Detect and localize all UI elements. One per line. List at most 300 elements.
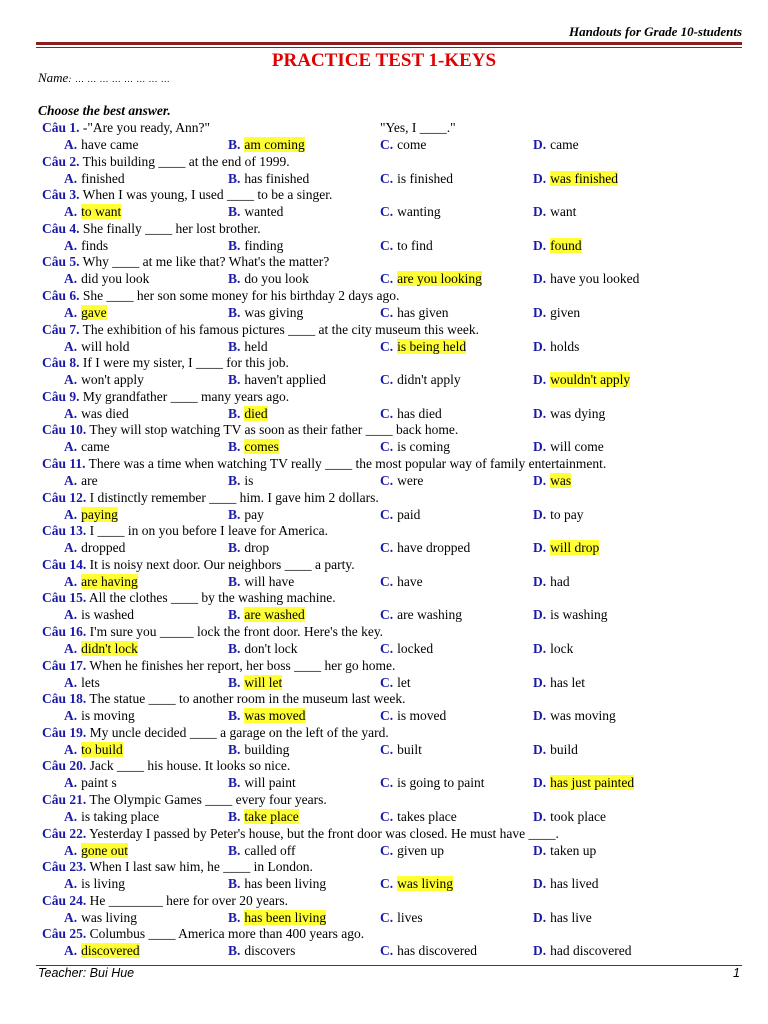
answer-option	[533, 339, 579, 355]
option-letter: A.	[64, 674, 78, 690]
option-letter: D.	[533, 641, 547, 656]
option-letter: A.	[64, 607, 78, 623]
answer-option	[64, 607, 134, 623]
question-stem	[42, 523, 328, 539]
option-text: locked	[397, 641, 434, 656]
question-number: Câu 4.	[42, 220, 80, 236]
answer-option	[64, 238, 108, 254]
option-letter: A.	[64, 473, 78, 488]
option-text: have came	[81, 137, 139, 152]
answer-option	[64, 775, 117, 791]
option-text: was living	[81, 909, 137, 925]
option-text: discovers	[244, 943, 296, 959]
answer-option	[380, 439, 450, 455]
option-letter: D.	[533, 338, 547, 354]
option-text: haven't applied	[244, 372, 326, 388]
footer-rule	[36, 965, 742, 966]
question-number: Câu 18.	[42, 691, 87, 707]
question-stem	[42, 725, 389, 741]
question-text: I distinctly remember ____ him. I gave him 2 dollars.	[86, 489, 379, 505]
answer-option	[64, 439, 110, 455]
option-text: drop	[244, 540, 270, 556]
correct-answer-text: gone out	[81, 842, 128, 858]
option-text: is coming	[397, 439, 450, 455]
answer-option	[533, 137, 579, 153]
question-reply-text: "Yes, I ____."	[380, 120, 456, 135]
answer-option	[380, 876, 453, 892]
answer-option	[228, 305, 303, 321]
answer-option	[533, 406, 605, 422]
option-text: let	[397, 674, 411, 690]
option-letter: C.	[380, 809, 394, 824]
question-text: There was a time when watching TV really ____ the most popular way of family entertainment.	[85, 456, 607, 471]
page-title: PRACTICE TEST 1-KEYS	[271, 50, 497, 71]
question-text: He ________ here for over 20 years.	[86, 892, 288, 908]
answer-option	[380, 540, 470, 556]
option-text: was moving	[550, 708, 616, 724]
option-letter: C.	[380, 708, 394, 724]
option-letter: D.	[533, 842, 547, 858]
option-letter: D.	[533, 876, 547, 892]
option-letter: B.	[228, 204, 241, 220]
question-stem	[42, 422, 458, 438]
option-letter: D.	[533, 372, 547, 388]
option-letter: C.	[380, 170, 394, 186]
option-letter: D.	[533, 607, 547, 623]
option-letter: B.	[228, 607, 241, 623]
option-text: took place	[550, 809, 606, 824]
correct-answer-text: was finished	[550, 170, 618, 186]
question-stem	[42, 792, 327, 808]
answer-option	[533, 809, 606, 825]
question-stem	[42, 758, 290, 774]
question-stem	[42, 826, 559, 842]
option-text: was dying	[550, 405, 606, 421]
option-letter: D.	[533, 573, 547, 589]
option-letter: C.	[380, 405, 394, 421]
question-text: I ____ in on you before I leave for America.	[86, 523, 329, 539]
answer-option	[228, 607, 305, 623]
question-number: Câu 10.	[42, 422, 87, 438]
correct-answer-text: take place	[244, 809, 299, 824]
option-letter: C.	[380, 237, 394, 253]
option-text: were	[397, 473, 424, 488]
question-stem	[42, 389, 289, 405]
correct-answer-text: are you looking	[397, 271, 482, 287]
option-letter: B.	[228, 271, 241, 287]
option-text: is living	[81, 876, 126, 892]
question-number: Câu 16.	[42, 624, 87, 639]
option-letter: D.	[533, 540, 547, 556]
option-letter: D.	[533, 674, 547, 690]
answer-option	[533, 708, 616, 724]
answer-option	[64, 943, 140, 959]
option-letter: A.	[64, 641, 78, 656]
correct-answer-text: to want	[81, 204, 122, 220]
answer-option	[533, 607, 608, 623]
question-number: Câu 8.	[42, 355, 80, 371]
answer-option	[228, 439, 279, 455]
option-letter: D.	[533, 137, 547, 152]
answer-option	[380, 171, 453, 187]
option-letter: B.	[228, 137, 241, 152]
question-stem	[42, 490, 379, 506]
option-letter: C.	[380, 338, 394, 354]
question-stem	[42, 288, 399, 304]
option-text: has been living	[244, 876, 327, 892]
question-text: Yesterday I passed by Peter's house, but the front door was closed. He must have ____.	[86, 825, 559, 841]
option-letter: A.	[64, 540, 78, 556]
option-text: has live	[550, 909, 592, 925]
option-letter: C.	[380, 842, 394, 858]
answer-option	[228, 204, 283, 220]
correct-answer-text: are having	[81, 573, 138, 589]
question-number: Câu 11.	[42, 456, 86, 471]
option-text: is washing	[550, 607, 608, 623]
answer-option	[64, 406, 129, 422]
answer-option	[380, 406, 442, 422]
answer-option	[64, 271, 149, 287]
answer-option	[228, 473, 253, 489]
answer-option	[228, 271, 309, 287]
question-text: Jack ____ his house. It looks so nice.	[86, 758, 291, 774]
answer-option	[228, 540, 269, 556]
question-text: When he finishes her report, her boss ____ her go home.	[86, 657, 396, 673]
question-number: Câu 5.	[42, 254, 80, 270]
question-number: Câu 7.	[42, 321, 80, 337]
answer-option	[228, 574, 294, 590]
answer-option	[228, 742, 289, 758]
answer-option	[380, 843, 444, 859]
option-letter: D.	[533, 708, 547, 724]
option-letter: D.	[533, 775, 547, 791]
answer-option	[64, 641, 138, 657]
question-text: The exhibition of his famous pictures ____ at the city museum this week.	[79, 321, 479, 337]
correct-answer-text: to build	[81, 741, 123, 757]
question-number: Câu 9.	[42, 388, 80, 404]
option-letter: A.	[64, 237, 78, 253]
question-stem	[42, 926, 364, 942]
answer-option	[380, 507, 420, 523]
correct-answer-text: was moved	[244, 708, 306, 724]
answer-option	[228, 910, 326, 926]
option-letter: A.	[64, 842, 78, 858]
correct-answer-text: wouldn't apply	[550, 372, 631, 388]
answer-option	[64, 473, 98, 489]
option-letter: C.	[380, 439, 394, 455]
option-text: building	[244, 741, 290, 757]
question-number: Câu 13.	[42, 523, 87, 539]
question-text: Why ____ at me like that? What's the matter?	[79, 254, 330, 270]
question-text: This building ____ at the end of 1999.	[79, 153, 290, 169]
answer-option	[64, 574, 138, 590]
answer-option	[533, 910, 592, 926]
option-text: lock	[550, 641, 574, 656]
option-text: is	[244, 473, 254, 488]
option-text: has let	[550, 674, 585, 690]
option-letter: B.	[228, 708, 241, 724]
option-letter: A.	[64, 137, 78, 152]
answer-option	[380, 339, 466, 355]
option-letter: A.	[64, 708, 78, 724]
answer-option	[380, 372, 461, 388]
option-letter: C.	[380, 943, 394, 959]
correct-answer-text: has been living	[244, 909, 327, 925]
option-text: held	[244, 338, 268, 354]
answer-option	[533, 171, 618, 187]
name-dots: : … … … … … … … …	[68, 74, 171, 84]
answer-option	[533, 843, 596, 859]
answer-option	[380, 271, 482, 287]
question-stem	[42, 590, 336, 606]
answer-option	[380, 305, 449, 321]
answer-option	[380, 574, 423, 590]
answer-option	[380, 675, 411, 691]
answer-option	[228, 406, 268, 422]
option-text: is taking place	[81, 809, 160, 824]
answer-option	[380, 238, 433, 254]
question-text: She ____ her son some money for his birthday 2 days ago.	[79, 288, 400, 303]
option-text: do you look	[244, 271, 309, 287]
option-letter: C.	[380, 473, 394, 488]
question-stem	[42, 557, 355, 573]
answer-option	[228, 171, 309, 187]
option-letter: C.	[380, 305, 394, 320]
option-text: was giving	[244, 305, 304, 320]
question-text: The Olympic Games ____ every four years.	[86, 792, 327, 807]
answer-option	[64, 876, 125, 892]
answer-option	[533, 271, 639, 287]
option-text: won't apply	[81, 372, 144, 388]
question-text: I'm sure you _____ lock the front door. Here's the key.	[86, 624, 384, 639]
question-text: -"Are you ready, Ann?"	[79, 120, 210, 135]
option-text: takes place	[397, 809, 457, 824]
answer-option	[64, 910, 137, 926]
question-number: Câu 12.	[42, 489, 87, 505]
option-text: finished	[81, 170, 125, 186]
correct-answer-text: was living	[397, 876, 453, 892]
question-text: When I last saw him, he ____ in London.	[86, 859, 313, 875]
option-letter: A.	[64, 573, 78, 589]
page-number: 1	[733, 966, 740, 980]
option-letter: D.	[533, 237, 547, 253]
answer-option	[228, 137, 305, 153]
option-letter: A.	[64, 809, 78, 824]
footer-teacher: Teacher: Bui Hue	[38, 966, 135, 980]
option-text: has discovered	[397, 943, 477, 959]
question-text: My grandfather ____ many years ago.	[79, 388, 290, 404]
answer-option	[64, 372, 144, 388]
question-stem	[42, 456, 606, 472]
option-text: has finished	[244, 170, 310, 186]
option-text: came	[81, 439, 110, 455]
answer-option	[380, 641, 433, 657]
answer-option	[228, 943, 295, 959]
question-number: Câu 22.	[42, 825, 87, 841]
answer-option	[533, 540, 599, 556]
option-text: taken up	[550, 842, 597, 858]
option-letter: B.	[228, 372, 241, 388]
option-letter: D.	[533, 741, 547, 757]
option-letter: A.	[64, 909, 78, 925]
answer-option	[533, 305, 580, 321]
question-number: Câu 1.	[42, 120, 80, 135]
option-letter: C.	[380, 775, 394, 791]
option-letter: B.	[228, 674, 241, 690]
option-letter: B.	[228, 573, 241, 589]
correct-answer-text: gave	[81, 305, 107, 320]
option-text: had discovered	[550, 943, 632, 959]
answer-option	[533, 943, 631, 959]
option-text: is moved	[397, 708, 447, 724]
question-text: The statue ____ to another room in the museum last week.	[86, 691, 406, 707]
option-text: given up	[397, 842, 444, 858]
correct-answer-text: was	[550, 473, 572, 488]
option-letter: B.	[228, 943, 241, 959]
option-text: built	[397, 741, 422, 757]
option-text: finds	[81, 237, 109, 253]
answer-option	[533, 473, 571, 489]
option-letter: A.	[64, 204, 78, 220]
option-letter: A.	[64, 876, 78, 892]
answer-option	[64, 843, 128, 859]
correct-answer-text: found	[550, 237, 582, 253]
option-letter: A.	[64, 943, 78, 959]
answer-option	[533, 574, 570, 590]
answer-option	[228, 675, 282, 691]
correct-answer-text: am coming	[244, 137, 305, 152]
option-letter: D.	[533, 809, 547, 824]
question-number: Câu 23.	[42, 859, 87, 875]
option-letter: B.	[228, 876, 241, 892]
option-text: pay	[244, 506, 264, 522]
option-letter: D.	[533, 170, 547, 186]
answer-option	[64, 171, 125, 187]
option-letter: B.	[228, 909, 241, 925]
option-text: given	[550, 305, 581, 320]
option-letter: C.	[380, 876, 394, 892]
option-text: has given	[397, 305, 449, 320]
answer-option	[533, 439, 604, 455]
option-text: build	[550, 741, 578, 757]
option-text: want	[550, 204, 577, 220]
question-stem	[42, 120, 210, 136]
question-stem	[42, 893, 288, 909]
question-text: She finally ____ her lost brother.	[79, 220, 261, 236]
question-number: Câu 21.	[42, 792, 87, 807]
option-text: have	[397, 573, 423, 589]
option-letter: A.	[64, 439, 78, 455]
option-letter: B.	[228, 405, 241, 421]
option-letter: C.	[380, 540, 394, 556]
option-text: have dropped	[397, 540, 471, 556]
question-number: Câu 6.	[42, 288, 80, 303]
option-letter: B.	[228, 473, 241, 488]
question-stem	[42, 624, 383, 640]
answer-option	[380, 910, 423, 926]
question-number: Câu 25.	[42, 926, 87, 942]
answer-option	[533, 742, 578, 758]
option-letter: B.	[228, 338, 241, 354]
option-text: has died	[397, 405, 442, 421]
answer-option	[533, 775, 634, 791]
option-letter: A.	[64, 271, 78, 287]
answer-option	[64, 742, 123, 758]
correct-answer-text: comes	[244, 439, 279, 455]
correct-answer-text: discovered	[81, 943, 140, 959]
answer-option	[228, 641, 297, 657]
option-letter: D.	[533, 506, 547, 522]
correct-answer-text: will let	[244, 674, 283, 690]
question-stem	[42, 221, 261, 237]
question-text: If I were my sister, I ____ for this job.	[79, 355, 289, 371]
question-stem	[42, 859, 313, 875]
option-letter: B.	[228, 641, 241, 656]
question-text: They will stop watching TV as soon as their father ____ back home.	[86, 422, 459, 438]
option-text: didn't apply	[397, 372, 461, 388]
name-label: Name	[38, 70, 69, 85]
question-text: When I was young, I used ____ to be a singer.	[79, 187, 333, 203]
option-text: is going to paint	[397, 775, 485, 791]
answer-option	[533, 641, 573, 657]
option-text: has lived	[550, 876, 599, 892]
answer-option	[228, 708, 306, 724]
option-text: are washing	[397, 607, 462, 623]
answer-option	[228, 843, 296, 859]
correct-answer-text: is being held	[397, 338, 467, 354]
option-letter: A.	[64, 506, 78, 522]
answer-option	[380, 137, 426, 153]
option-letter: C.	[380, 641, 394, 656]
instruction: Choose the best answer.	[38, 103, 171, 118]
answer-option	[380, 809, 457, 825]
option-letter: A.	[64, 372, 78, 388]
option-text: is washed	[81, 607, 134, 623]
option-text: came	[550, 137, 579, 152]
option-letter: B.	[228, 775, 241, 791]
answer-option	[64, 675, 100, 691]
option-text: lets	[81, 674, 100, 690]
correct-answer-text: has just painted	[550, 775, 635, 791]
question-stem	[42, 187, 332, 203]
answer-option	[380, 708, 446, 724]
option-text: have you looked	[550, 271, 640, 287]
option-text: dropped	[81, 540, 126, 556]
option-letter: B.	[228, 842, 241, 858]
answer-option	[64, 507, 118, 523]
option-letter: C.	[380, 137, 394, 152]
header-rule-thick	[36, 42, 742, 45]
question-stem	[42, 691, 405, 707]
answer-option	[533, 507, 584, 523]
option-text: will come	[550, 439, 604, 455]
answer-option	[64, 809, 159, 825]
option-letter: B.	[228, 305, 241, 320]
question-number: Câu 19.	[42, 724, 87, 740]
option-text: are	[81, 473, 98, 488]
option-letter: C.	[380, 674, 394, 690]
answer-option	[533, 876, 599, 892]
option-text: is finished	[397, 170, 453, 186]
answer-option	[380, 943, 477, 959]
answer-option	[228, 238, 283, 254]
option-letter: C.	[380, 271, 394, 287]
option-text: paid	[397, 506, 421, 522]
option-text: did you look	[81, 271, 150, 287]
answer-option	[533, 675, 585, 691]
option-text: finding	[244, 237, 284, 253]
option-letter: C.	[380, 506, 394, 522]
